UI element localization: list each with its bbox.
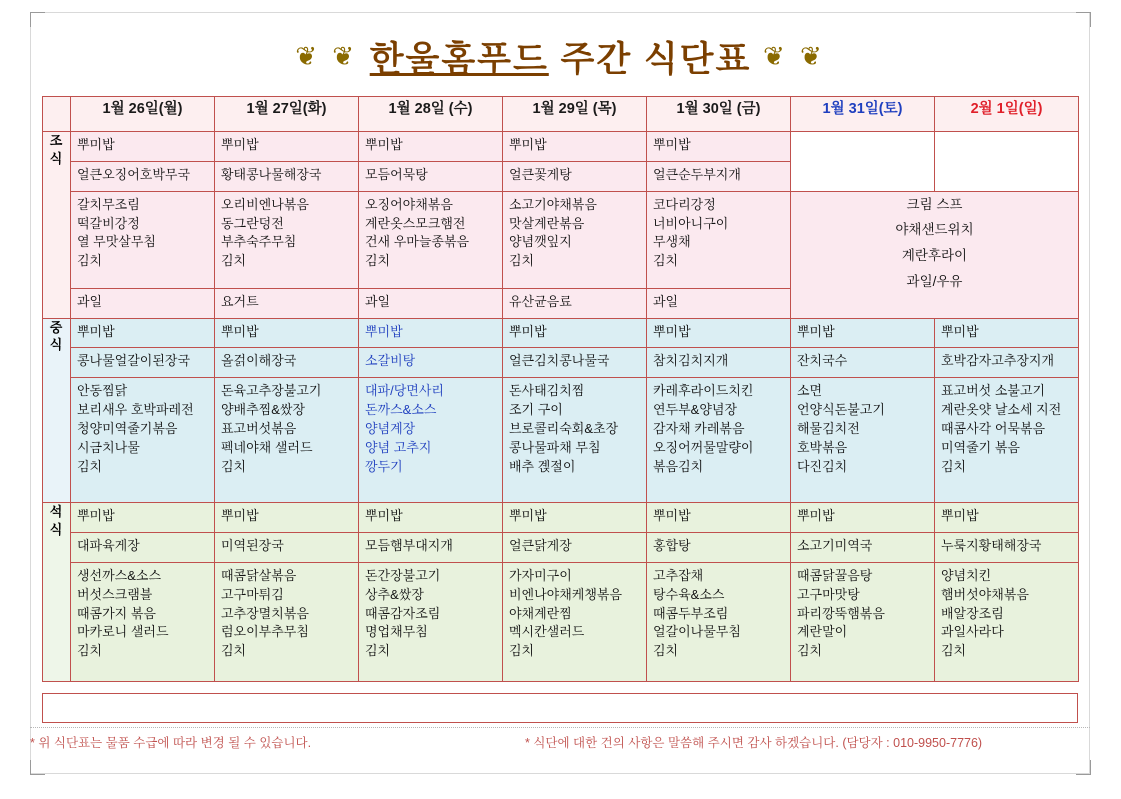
- lunch-soup-mon: 콩나물얼갈이된장국: [77, 353, 191, 369]
- lunch-sides-wed: 대파/당면사리 돈까스&소스 양념계장 양념 고추지 깡두기: [365, 383, 444, 474]
- breakfast-extra-mon: 과일: [77, 293, 103, 309]
- page-corner-mark: [1076, 12, 1091, 27]
- lunch-sides-sat: 소면 언양식돈불고기 해물김치전 호박볶음 다진김치: [797, 383, 885, 474]
- dinner-rice-tue: 뿌미밥: [221, 508, 259, 524]
- breakfast-soup-thu: 얼큰꽃게탕: [509, 166, 572, 182]
- breakfast-extra-thu: 유산균음료: [509, 293, 572, 309]
- dinner-rice-mon: 뿌미밥: [77, 508, 115, 524]
- dinner-soup-mon: 대파육게장: [77, 538, 140, 554]
- title-brand: 한울홈푸드: [369, 40, 549, 79]
- row-label-dinner: [43, 503, 71, 682]
- lunch-soup-fri: 참치김치지개: [653, 353, 729, 369]
- breakfast-weekend-menu: 크림 스프 야채샌드위치 계란후라이 과일/우유: [791, 191, 1079, 318]
- page-corner-mark: [30, 760, 45, 775]
- dinner-sides-sun: 양념치킨 햄버섯야채볶음 배알장조림 과일사라다 김치: [941, 567, 1029, 659]
- breakfast-rice-wed: 뿌미밥: [365, 137, 403, 152]
- breakfast-rice-thu: 뿌미밥: [509, 137, 547, 152]
- row-label-dinner-line2: 식: [49, 521, 64, 537]
- breakfast-extra-fri: 과일: [653, 293, 679, 309]
- lunch-rice-sat: 뿌미밥: [797, 323, 835, 339]
- footnote-supply-notice: * 위 식단표는 물품 수급에 따라 변경 될 수 있습니다.: [30, 736, 312, 750]
- breakfast-rice-mon: 뿌미밥: [77, 137, 115, 152]
- breakfast-soup-fri: 얼큰순두부지개: [653, 166, 741, 182]
- breakfast-sides-tue: 오리비엔나볶음 동그란덩전 부추숙주무침 김치: [221, 196, 309, 269]
- lunch-rice-sun: 뿌미밥: [941, 323, 979, 339]
- dinner-soup-row: [43, 533, 1079, 563]
- dinner-sides-wed: 돈간장불고기 상추&쌌장 때콤감자조림 명업채무침 김치: [365, 567, 441, 659]
- dinner-rice-sat: 뿌미밥: [797, 508, 835, 524]
- footer-divider: [30, 727, 1090, 728]
- header-corner: [43, 97, 71, 132]
- lunch-soup-row: [43, 348, 1079, 378]
- lunch-rice-fri: 뿌미밥: [653, 323, 691, 339]
- lunch-rice-thu: 뿌미밥: [509, 323, 547, 339]
- lunch-rice-wed: 뿌미밥: [365, 323, 403, 339]
- header-day-tue: 1월 27일(화): [215, 97, 359, 132]
- breakfast-sides-thu: 소고기야채볶음 맛살계란볶음 양념깻잎지 김치: [509, 196, 597, 269]
- page-title: [0, 32, 1121, 82]
- dinner-soup-thu: 얼큰닭게장: [509, 538, 572, 554]
- breakfast-sides-row: [43, 191, 1079, 288]
- dinner-sides-fri: 고추잡채 탕수육&소스 때콤두부조림 얼갈이나물무침 김치: [653, 567, 741, 659]
- breakfast-rice-tue: 뿌미밥: [221, 137, 259, 152]
- lunch-sides-sun: 표고버섯 소불고기 계란옷얏 날소세 지전 때콤사각 어묵볶음 미역줄기 볶음 김치: [941, 383, 1062, 474]
- dinner-soup-wed: 모듬햄부대지개: [365, 538, 453, 554]
- breakfast-extra-wed: 과일: [365, 293, 391, 309]
- breakfast-rice-fri: 뿌미밥: [653, 137, 691, 152]
- dinner-sides-thu: 가자미구이 비엔나야채케챙볶음 야채계란찜 멕시칸샐러드 김치: [509, 567, 623, 659]
- lunch-soup-tue: 올걹이해장국: [221, 353, 297, 369]
- table-header-row: [43, 97, 1079, 132]
- row-label-lunch-line2: 식: [49, 337, 64, 353]
- dinner-soup-sun: 누룩지황태해장국: [941, 538, 1042, 554]
- dinner-sides-tue: 때콤닭살볶음 고구마튀김 고추장멸치볶음 럼오이부추무침 김치: [221, 567, 309, 659]
- lunch-soup-sun: 호박감자고추장지개: [941, 353, 1055, 369]
- row-label-breakfast: [43, 132, 71, 319]
- page-corner-mark: [30, 12, 45, 27]
- row-label-lunch-line1: 중: [49, 319, 64, 335]
- title-rest: 주간 식단표: [548, 40, 752, 79]
- lunch-rice-row: [43, 318, 1079, 348]
- header-day-sun: 2월 1일(일): [935, 97, 1079, 132]
- lunch-soup-sat: 잔치국수: [797, 353, 848, 369]
- breakfast-rice-row: [43, 132, 1079, 162]
- table-bottom-blank-row: [42, 693, 1078, 723]
- dinner-soup-fri: 홍합탕: [653, 538, 691, 554]
- dinner-sides-mon: 생선까스&소스 버섯스크램블 때콤가지 볶음 마카로니 샐러드 김치: [77, 567, 169, 659]
- breakfast-weekend-empty-sat: [791, 132, 935, 192]
- dinner-sides-row: [43, 562, 1079, 681]
- lunch-sides-row: [43, 378, 1079, 503]
- breakfast-sides-fri: 코다리강정 너비아니구이 무생채 김치: [653, 196, 729, 269]
- flower-icon-right: ❦ ❦: [763, 41, 826, 71]
- header-day-wed: 1월 28일 (수): [359, 97, 503, 132]
- lunch-sides-thu: 돈사태김치찜 조기 구이 브로콜리숙회&초장 콩나물파채 무침 배추 곉절이: [509, 383, 619, 474]
- dinner-sides-sat: 때콤닭꿀음탕 고구마맛탕 파리깡뚝햄볶음 계란말이 김치: [797, 567, 885, 659]
- lunch-sides-tue: 돈육고추장불고기 양배추찜&쌌장 표고버섯볶음 펙네야채 샐러드 김치: [221, 383, 322, 474]
- lunch-rice-mon: 뿌미밥: [77, 323, 115, 339]
- breakfast-soup-tue: 황태콩나물해장국: [221, 166, 322, 182]
- lunch-sides-fri: 카레후라이드치킨 연두부&양념장 감자채 카레볶음 오징어꺼물말량이 볶음김치: [653, 383, 754, 474]
- lunch-soup-wed: 소갈비탕: [365, 353, 416, 369]
- dinner-rice-sun: 뿌미밥: [941, 508, 979, 524]
- breakfast-soup-mon: 얼큰오징어호박무국: [77, 166, 191, 182]
- weekly-menu-table: [42, 96, 1079, 682]
- dinner-soup-sat: 소고기미역국: [797, 538, 873, 554]
- header-day-sat: 1월 31일(토): [791, 97, 935, 132]
- header-day-mon: 1월 26일(월): [71, 97, 215, 132]
- dinner-soup-tue: 미역된장국: [221, 538, 284, 554]
- page-corner-mark: [1076, 760, 1091, 775]
- breakfast-soup-wed: 모듬어묵탕: [365, 166, 428, 182]
- lunch-sides-mon: 안동찜닭 보리새우 호박파레전 청양미역줄기볶음 시금치나물 김치: [77, 383, 194, 474]
- dinner-rice-thu: 뿌미밥: [509, 508, 547, 524]
- breakfast-extra-tue: 요거트: [221, 293, 259, 309]
- row-label-breakfast-line2: 식: [49, 150, 64, 166]
- footnote-contact: * 식단에 대한 건의 사항은 말씀해 주시면 감사 하겠습니다. (담당자 : 010-9950-7776): [525, 736, 983, 750]
- breakfast-sides-wed: 오징어야채볶음 계란옷스모크햄전 건새 우마늘종볶음 김치: [365, 196, 470, 269]
- row-label-dinner-line1: 석: [49, 504, 64, 520]
- header-day-fri: 1월 30일 (금): [647, 97, 791, 132]
- lunch-rice-tue: 뿌미밥: [221, 323, 259, 339]
- row-label-breakfast-line1: 조: [49, 133, 64, 148]
- flower-icon-left: ❦ ❦: [295, 41, 358, 71]
- breakfast-sides-mon: 갈치무조림 떡갈비강정 열 무맛살무침 김치: [77, 196, 156, 269]
- dinner-rice-row: [43, 503, 1079, 533]
- dinner-rice-wed: 뿌미밥: [365, 508, 403, 524]
- header-day-thu: 1월 29일 (목): [503, 97, 647, 132]
- lunch-soup-thu: 얼큰김치콩나물국: [509, 353, 610, 369]
- breakfast-weekend-empty-sun: [935, 132, 1079, 192]
- row-label-lunch: [43, 318, 71, 503]
- dinner-rice-fri: 뿌미밥: [653, 508, 691, 524]
